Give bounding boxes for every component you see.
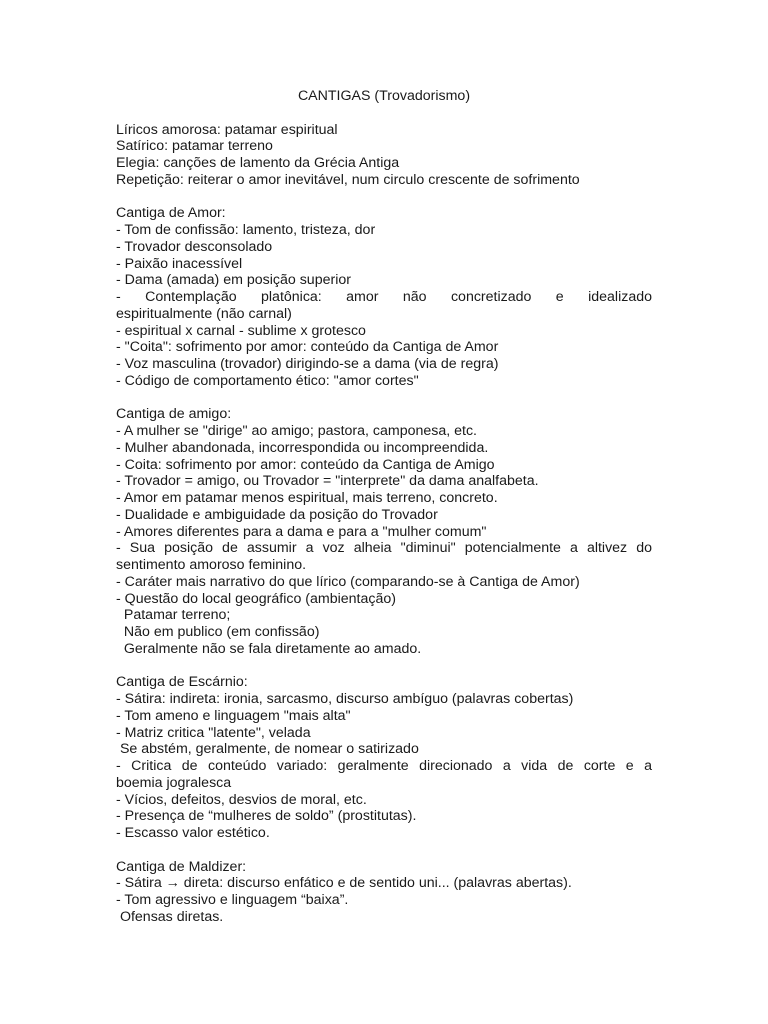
- list-item: - espiritual x carnal - sublime x grotesco: [116, 322, 366, 339]
- list-item: sentimento amoroso feminino.: [116, 557, 307, 573]
- list-item: - Amor em patamar menos espiritual, mais terreno, concreto.: [116, 490, 498, 506]
- section-gap: [116, 842, 652, 859]
- list-item: - Trovador = amigo, ou Trovador = "interprete" da dama analfabeta.: [116, 473, 539, 490]
- cantiga-de-maldizer-section: [116, 859, 652, 926]
- list-item: Não em publico (em confissão): [116, 624, 320, 640]
- list-item: - Sátira: indireta: ironia, sarcasmo, discurso ambíguo (palavras cobertas): [116, 691, 574, 707]
- list-item: - Dama (amada) em posição superior: [116, 272, 351, 289]
- intro-section: [116, 122, 652, 189]
- list-item: - Questão do local geográfico (ambientação): [116, 590, 396, 607]
- list-item: Se abstém, geralmente, de nomear o satirizado: [116, 741, 419, 758]
- list-item: - Critica de conteúdo variado: geralmente direcionado a vida de corte e a: [116, 758, 652, 774]
- list-item: - Coita: sofrimento por amor: conteúdo da Cantiga de Amigo: [116, 456, 495, 473]
- cantiga-de-amigo-section: [116, 406, 652, 657]
- list-item: - Dualidade e ambiguidade da posição do Trovador: [116, 506, 438, 523]
- section-gap: [116, 658, 652, 675]
- list-item: Ofensas diretas.: [116, 908, 224, 925]
- list-item: - "Coita": sofrimento por amor: conteúdo da Cantiga de Amor: [116, 339, 499, 356]
- list-item: - Escasso valor estético.: [116, 825, 270, 841]
- list-item: - Matriz critica "latente", velada: [116, 724, 311, 741]
- list-item: Patamar terreno;: [116, 607, 231, 624]
- document-title: CANTIGAS (Trovadorismo): [297, 88, 471, 104]
- list-item: - Vícios, defeitos, desvios de moral, etc.: [116, 791, 367, 808]
- list-item: - Contemplação platônica: amor não concretizado e idealizado: [116, 289, 652, 305]
- section-gap: [116, 390, 652, 407]
- list-item: - Código de comportamento ético: "amor cortes": [116, 372, 419, 389]
- list-item: - Trovador desconsolado: [116, 238, 273, 255]
- list-item: - Presença de “mulheres de soldo” (prostitutas).: [116, 808, 417, 825]
- list-item: - Tom de confissão: lamento, tristeza, dor: [116, 222, 376, 238]
- list-item: - Voz masculina (trovador) dirigindo-se a dama (via de regra): [116, 356, 499, 372]
- section-heading: Cantiga de amigo:: [116, 406, 232, 423]
- intro-line: Elegia: canções de lamento da Grécia Antiga: [116, 155, 400, 171]
- list-item: - Amores diferentes para a dama e para a "mulher comum": [116, 523, 487, 540]
- cantiga-de-escarnio-section: [116, 674, 652, 842]
- intro-line: Líricos amorosa: patamar espiritual: [116, 121, 338, 138]
- list-item: - Sátira → direta: discurso enfático e de sentido uni... (palavras abertas).: [116, 875, 572, 892]
- list-item: Geralmente não se fala diretamente ao amado.: [116, 640, 422, 657]
- intro-line: Repetição: reiterar o amor inevitável, num circulo crescente de sofrimento: [116, 171, 580, 188]
- list-item: - Tom agressivo e linguagem “baixa”.: [116, 892, 349, 908]
- list-item: boemia jogralesca: [116, 774, 232, 791]
- section-heading: Cantiga de Escárnio:: [116, 674, 248, 691]
- list-item: - Mulher abandonada, incorrespondida ou incompreendida.: [116, 439, 489, 456]
- section-gap: [116, 189, 652, 206]
- section-heading: Cantiga de Maldizer:: [116, 858, 247, 875]
- list-item: - Tom ameno e linguagem "mais alta": [116, 707, 351, 724]
- document-page: [116, 88, 652, 926]
- cantiga-de-amor-section: [116, 205, 652, 389]
- list-item: espiritualmente (não carnal): [116, 305, 292, 322]
- list-item: - Paixão inacessível: [116, 255, 243, 272]
- list-item: - A mulher se "dirige" ao amigo; pastora, camponesa, etc.: [116, 423, 478, 439]
- section-heading: Cantiga de Amor:: [116, 205, 226, 222]
- list-item: - Sua posição de assumir a voz alheia "diminui" potencialmente a altivez do: [116, 540, 652, 557]
- list-item: - Caráter mais narrativo do que lírico (comparando-se à Cantiga de Amor): [116, 573, 580, 590]
- intro-line: Satírico: patamar terreno: [116, 138, 273, 155]
